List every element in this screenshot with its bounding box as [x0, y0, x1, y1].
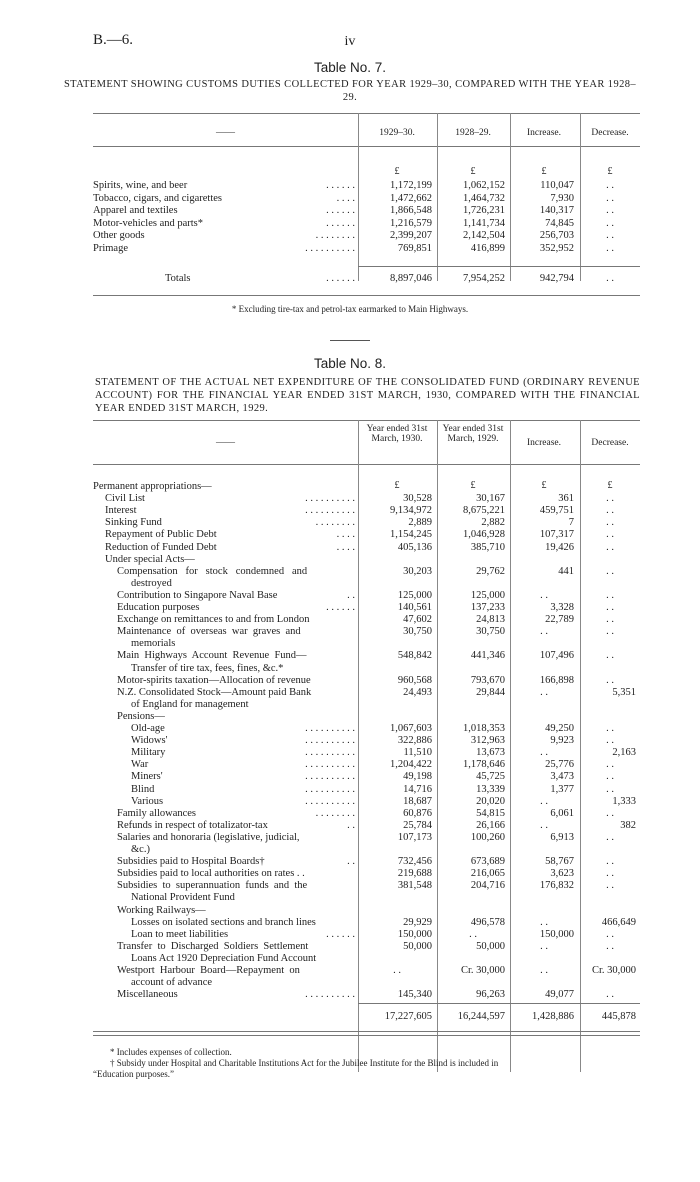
total-label: Totals: [165, 273, 191, 284]
cell-value: 47,602: [403, 614, 432, 626]
cell-value: 29,929: [403, 916, 432, 928]
row-label: Blind: [131, 783, 155, 795]
cell-value: 405,136: [397, 541, 432, 553]
row-label: Miscellaneous: [117, 989, 178, 1001]
leader-dots: . .: [347, 856, 355, 868]
column-divider: [580, 420, 581, 1072]
cell-value: 1,178,646: [463, 759, 505, 771]
cell-value: 13,339: [476, 783, 505, 795]
table7-footnote: * Excluding tire-tax and petrol-tax earmarked to Main Highways.: [231, 304, 469, 314]
cell-value: 29,844: [476, 686, 505, 698]
row-label: Main Highways Account Revenue Fund—: [117, 650, 307, 662]
cell-value: 137,233: [470, 602, 505, 613]
row-label: Maintenance of overseas war graves and: [117, 626, 301, 638]
cell-value: 18,687: [403, 795, 432, 807]
leader-dots: . . . .: [336, 192, 355, 204]
leader-dots: . . . . . . . . . .: [305, 747, 355, 759]
row-label: Working Railways—: [117, 904, 206, 916]
cell-value: 1,018,353: [463, 723, 505, 734]
cell-value: 50,000: [476, 940, 505, 952]
row-label: Loans Act 1920 Depreciation Fund Account: [131, 952, 317, 964]
cell-value: 382: [620, 819, 636, 831]
cell-value: 107,496: [539, 650, 574, 662]
leader-dots: . . . . . . . . . .: [305, 771, 355, 783]
cell-value: . .: [606, 242, 614, 254]
cell-value: 9,134,972: [390, 505, 432, 517]
leader-dots: . . . . . . . . . .: [305, 242, 355, 254]
cell-value: 29,762: [476, 565, 505, 577]
leader-dots: . . . . . .: [326, 217, 355, 229]
total-value: 445,878: [601, 1011, 636, 1023]
leader-dots: . . . . . . . .: [315, 230, 355, 241]
cell-value: 9,923: [550, 735, 574, 747]
row-label: Widows': [131, 735, 168, 747]
column-header: 1928–29.: [455, 128, 491, 138]
cell-value: 107,173: [397, 831, 432, 843]
cell-value: 50,000: [403, 940, 432, 952]
cell-value: . .: [540, 916, 548, 928]
cell-value: 204,716: [470, 880, 505, 892]
section-divider: [330, 340, 370, 341]
leader-dots: . . . . . .: [326, 180, 355, 191]
cell-value: 416,899: [470, 242, 505, 254]
cell-value: 54,815: [476, 807, 505, 819]
cell-value: 2,163: [612, 747, 636, 759]
cell-value: 441: [558, 565, 574, 577]
cell-value: 548,842: [397, 650, 432, 662]
cell-value: . .: [606, 529, 614, 541]
total-value: 942,794: [539, 273, 574, 284]
cell-value: 2,142,504: [463, 230, 505, 241]
cell-value: 125,000: [397, 589, 432, 601]
cell-value: . .: [606, 989, 614, 1001]
cell-value: 216,065: [470, 868, 505, 880]
cell-value: 466,649: [601, 916, 636, 928]
cell-value: . .: [606, 205, 614, 216]
rule dot: [93, 1035, 640, 1036]
cell-value: . .: [606, 589, 614, 601]
cell-value: . .: [540, 795, 548, 807]
rule: [93, 420, 640, 421]
footnote: † Subsidy under Hospital and Charitable Institutions Act for the Jubilee Institute for the Blind is included in: [110, 1058, 499, 1069]
rule: [358, 1003, 640, 1004]
row-label: Salaries and honoraria (legislative, judicial,: [117, 831, 300, 843]
cell-value: 100,260: [470, 831, 505, 843]
row-label: Refunds in respect of totalizator-tax: [117, 819, 268, 831]
cell-value: 19,426: [545, 541, 574, 553]
cell-value: 96,263: [476, 989, 505, 1001]
unit-label: £: [607, 480, 613, 491]
cell-value: . .: [606, 868, 614, 880]
cell-value: 7,930: [550, 192, 574, 204]
row-label: Permanent appropriations—: [93, 481, 212, 492]
column-divider: [358, 420, 359, 1072]
total-value: . .: [606, 273, 614, 284]
cell-value: 25,776: [545, 759, 574, 771]
column-divider: [510, 113, 511, 281]
row-label: Interest: [105, 505, 137, 517]
leader-dots: . .: [347, 819, 355, 831]
cell-value: 24,813: [476, 614, 505, 626]
leader-dots: . . . . . . . . . .: [305, 505, 355, 517]
leader-dots: . . . . . . . . . .: [305, 759, 355, 771]
column-header: Year ended 31st March, 1930.: [366, 424, 428, 444]
cell-value: 30,167: [476, 493, 505, 505]
cell-value: 673,689: [470, 856, 505, 868]
rule: [93, 1031, 640, 1032]
cell-value: 1,333: [612, 795, 636, 807]
leader-dots: . . . . . . . . . .: [305, 989, 355, 1001]
row-label: Motor-vehicles and parts*: [93, 217, 204, 229]
total-value: 16,244,597: [457, 1011, 505, 1023]
unit-label: £: [394, 166, 400, 177]
row-label: &c.): [131, 844, 150, 855]
cell-value: 1,464,732: [463, 192, 505, 204]
row-label: destroyed: [131, 577, 172, 589]
leader-dots: . . . . . . . .: [315, 807, 355, 819]
cell-value: 5,351: [612, 686, 636, 698]
row-label: Motor-spirits taxation—Allocation of revenue: [117, 674, 311, 686]
leader-dots: . . . .: [336, 541, 355, 553]
cell-value: 49,250: [545, 723, 574, 734]
row-label: Spirits, wine, and beer: [93, 180, 188, 191]
cell-value: . .: [606, 230, 614, 241]
cell-value: 166,898: [539, 674, 574, 686]
cell-value: . .: [606, 723, 614, 734]
cell-value: 125,000: [470, 589, 505, 601]
row-label: Subsidies paid to Hospital Boards†: [117, 856, 265, 868]
leader-dots: . .: [347, 589, 355, 601]
cell-value: 8,675,221: [463, 505, 505, 517]
cell-value: 2,889: [408, 517, 432, 529]
leader-dots: . . . .: [336, 529, 355, 541]
cell-value: 219,688: [397, 868, 432, 880]
row-label: Reduction of Funded Debt: [105, 541, 217, 553]
cell-value: . .: [606, 626, 614, 638]
row-label: National Provident Fund: [131, 892, 235, 904]
cell-value: 60,876: [403, 807, 432, 819]
unit-label: £: [541, 166, 547, 177]
cell-value: 1,141,734: [463, 217, 505, 229]
cell-value: 30,203: [403, 565, 432, 577]
row-label: Family allowances: [117, 807, 197, 819]
cell-value: 14,716: [403, 783, 432, 795]
row-label: War: [131, 759, 149, 771]
unit-label: £: [607, 166, 613, 177]
cell-value: . .: [606, 928, 614, 940]
unit-label: £: [470, 480, 476, 491]
page-ref: B.—6.: [93, 32, 134, 48]
cell-value: . .: [606, 493, 614, 505]
table8-title: Table No. 8.: [313, 356, 387, 371]
cell-value: 352,952: [539, 242, 574, 254]
cell-value: 49,077: [545, 989, 574, 1001]
cell-value: 1,866,548: [390, 205, 432, 216]
cell-value: 496,578: [470, 916, 505, 928]
column-header: Year ended 31st March, 1929.: [442, 424, 504, 444]
rule: [358, 266, 640, 267]
cell-value: 1,067,603: [390, 723, 432, 734]
rule dot: [93, 295, 640, 296]
column-divider: [437, 420, 438, 1072]
cell-value: 256,703: [539, 230, 574, 241]
cell-value: 1,472,662: [390, 192, 432, 204]
column-header: Decrease.: [591, 438, 629, 448]
cell-value: 58,767: [545, 856, 574, 868]
column-divider: [510, 420, 511, 1072]
cell-value: . .: [606, 650, 614, 662]
leader-dots: . . . . . . . . . .: [305, 783, 355, 795]
row-label: Pensions—: [117, 710, 165, 722]
cell-value: 1,216,579: [390, 217, 432, 229]
cell-value: . .: [606, 180, 614, 191]
column-header: Increase.: [526, 128, 561, 138]
row-label: Military: [131, 747, 166, 759]
leader-dots: . . . . . .: [326, 205, 355, 216]
cell-value: 13,673: [476, 747, 505, 759]
cell-value: 24,493: [403, 686, 432, 698]
footnote: * Includes expenses of collection.: [110, 1047, 232, 1058]
leader-dots: . . . . . . . . . .: [305, 795, 355, 807]
cell-value: . .: [606, 541, 614, 553]
cell-value: 1,154,245: [390, 529, 432, 541]
row-label: account of advance: [131, 977, 213, 989]
cell-value: . .: [606, 505, 614, 517]
total-value: 7,954,252: [463, 273, 505, 284]
cell-value: 11,510: [403, 747, 432, 759]
cell-value: 322,886: [397, 735, 432, 747]
cell-value: 385,710: [470, 541, 505, 553]
table7-title: Table No. 7.: [313, 60, 387, 75]
cell-value: . .: [606, 759, 614, 771]
cell-value: 312,963: [470, 735, 505, 747]
cell-value: . .: [606, 614, 614, 626]
row-label: Transfer to Discharged Soldiers Settlement: [117, 940, 309, 952]
leader-dots: . . . . . . . .: [315, 517, 355, 529]
total-value: 1,428,886: [532, 1011, 574, 1023]
leader-dots: . . . . . . . . . .: [305, 723, 355, 734]
cell-value: 6,913: [550, 831, 574, 843]
cell-value: 30,750: [403, 626, 432, 638]
cell-value: 3,473: [550, 771, 574, 783]
cell-value: . .: [606, 807, 614, 819]
row-label: Subsidies to superannuation funds and the: [117, 880, 308, 892]
column-divider: [437, 113, 438, 281]
cell-value: . .: [469, 928, 477, 940]
row-label: Exchange on remittances to and from London: [117, 614, 310, 626]
cell-value: 145,340: [397, 989, 432, 1001]
rule: [93, 113, 640, 114]
row-label: N.Z. Consolidated Stock—Amount paid Bank: [117, 686, 312, 698]
row-label: Apparel and textiles: [93, 205, 178, 216]
row-label: memorials: [131, 638, 176, 650]
cell-value: . .: [540, 940, 548, 952]
row-label: Contribution to Singapore Naval Base: [117, 589, 278, 601]
row-label: Other goods: [93, 230, 145, 241]
page-number: iv: [344, 34, 356, 49]
column-header: Decrease.: [591, 128, 629, 138]
leader-dots: . . . . . .: [326, 602, 355, 613]
row-label: Old-age: [131, 723, 165, 734]
cell-value: . .: [606, 735, 614, 747]
cell-value: 381,548: [397, 880, 432, 892]
row-label: Sinking Fund: [105, 517, 162, 529]
cell-value: 459,751: [539, 505, 574, 517]
cell-value: . .: [606, 565, 614, 577]
row-label: Tobacco, cigars, and cigarettes: [93, 192, 222, 204]
cell-value: 110,047: [540, 180, 574, 191]
row-label: Various: [131, 795, 164, 807]
cell-value: . .: [606, 831, 614, 843]
row-label: Loan to meet liabilities: [131, 928, 229, 940]
cell-value: . .: [540, 965, 548, 976]
row-label: Compensation for stock condemned and: [117, 565, 308, 577]
cell-value: 3,623: [550, 868, 574, 880]
cell-value: 176,832: [539, 880, 574, 892]
cell-value: 107,317: [539, 529, 574, 541]
cell-value: 20,020: [476, 795, 505, 807]
rule: [93, 464, 640, 465]
unit-label: £: [394, 480, 400, 491]
leader-dots: . . . . . .: [326, 273, 355, 284]
column-header: ——: [216, 438, 235, 448]
cell-value: 150,000: [397, 928, 432, 940]
row-label: Education purposes: [117, 602, 200, 613]
cell-value: . .: [540, 747, 548, 759]
cell-value: 441,346: [470, 650, 505, 662]
cell-value: 2,882: [481, 517, 505, 529]
cell-value: . .: [540, 819, 548, 831]
cell-value: . .: [393, 965, 401, 976]
rule: [93, 146, 640, 147]
row-label: of England for management: [131, 698, 249, 710]
row-label: Repayment of Public Debt: [105, 529, 217, 541]
column-divider: [580, 113, 581, 281]
cell-value: 732,456: [397, 856, 432, 868]
cell-value: 30,750: [476, 626, 505, 638]
cell-value: 25,784: [403, 819, 432, 831]
row-label: Primage: [93, 242, 128, 254]
cell-value: 74,845: [545, 217, 574, 229]
cell-value: . .: [606, 783, 614, 795]
leader-dots: . . . . . . . . . .: [305, 493, 355, 505]
cell-value: . .: [606, 856, 614, 868]
cell-value: . .: [606, 880, 614, 892]
cell-value: 960,568: [397, 674, 432, 686]
cell-value: 140,561: [397, 602, 432, 613]
row-label: Westport Harbour Board—Repayment on: [117, 965, 300, 976]
cell-value: . .: [606, 192, 614, 204]
unit-label: £: [541, 480, 547, 491]
row-label: Losses on isolated sections and branch lines: [131, 916, 316, 928]
table7-subtitle: STATEMENT SHOWING CUSTOMS DUTIES COLLECTED FOR YEAR 1929–30, COMPARED WITH THE YEAR 1928–29.: [63, 79, 637, 103]
leader-dots: . . . . . .: [326, 928, 355, 940]
total-value: 8,897,046: [390, 273, 432, 284]
row-label: Transfer of tire tax, fees, fines, &c.*: [131, 662, 284, 674]
cell-value: 1,377: [550, 783, 574, 795]
cell-value: 45,725: [476, 771, 505, 783]
cell-value: 49,198: [403, 771, 432, 783]
cell-value: 30,528: [403, 493, 432, 505]
column-header: 1929–30.: [379, 128, 415, 138]
leader-dots: . . . . . . . . . .: [305, 735, 355, 747]
cell-value: . .: [606, 602, 614, 613]
row-label: Subsidies paid to local authorities on rates . .: [117, 868, 305, 880]
cell-value: 2,399,207: [390, 230, 432, 241]
column-header: Increase.: [526, 438, 561, 448]
total-value: 17,227,605: [384, 1011, 432, 1023]
cell-value: . .: [606, 217, 614, 229]
cell-value: . .: [606, 771, 614, 783]
cell-value: . .: [540, 686, 548, 698]
cell-value: 1,204,422: [390, 759, 432, 771]
cell-value: 1,172,199: [390, 180, 432, 191]
cell-value: 361: [558, 493, 574, 505]
cell-value: 26,166: [476, 819, 505, 831]
row-label: Under special Acts—: [105, 553, 195, 565]
cell-value: 1,726,231: [463, 205, 505, 216]
cell-value: 140,317: [539, 205, 574, 216]
cell-value: . .: [540, 589, 548, 601]
cell-value: 793,670: [470, 674, 505, 686]
row-label: Miners': [131, 771, 163, 783]
cell-value: 1,046,928: [463, 529, 505, 541]
footnote: “Education purposes.”: [93, 1069, 174, 1080]
cell-value: 769,851: [397, 242, 432, 254]
column-divider: [358, 113, 359, 281]
cell-value: Cr. 30,000: [460, 965, 505, 976]
column-header: ——: [216, 128, 235, 138]
unit-label: £: [470, 166, 476, 177]
row-label: Civil List: [105, 493, 145, 505]
cell-value: 22,789: [545, 614, 574, 626]
cell-value: . .: [606, 517, 614, 529]
cell-value: . .: [606, 674, 614, 686]
cell-value: . .: [540, 626, 548, 638]
cell-value: 1,062,152: [463, 180, 505, 191]
table8-subtitle: STATEMENT OF THE ACTUAL NET EXPENDITURE OF THE CONSOLIDATED FUND (ORDINARY REVENUE ACCOUNT) FOR THE FINANCIAL YEAR ENDED 31ST MARCH, 1930, COMPARED WITH THE FINANCIAL YEAR ENDED 31ST MARCH, 1929.: [95, 377, 640, 414]
cell-value: Cr. 30,000: [591, 965, 636, 976]
cell-value: . .: [606, 940, 614, 952]
cell-value: 150,000: [539, 928, 574, 940]
cell-value: 7: [568, 517, 574, 529]
cell-value: 3,328: [550, 602, 574, 613]
cell-value: 6,061: [550, 807, 574, 819]
